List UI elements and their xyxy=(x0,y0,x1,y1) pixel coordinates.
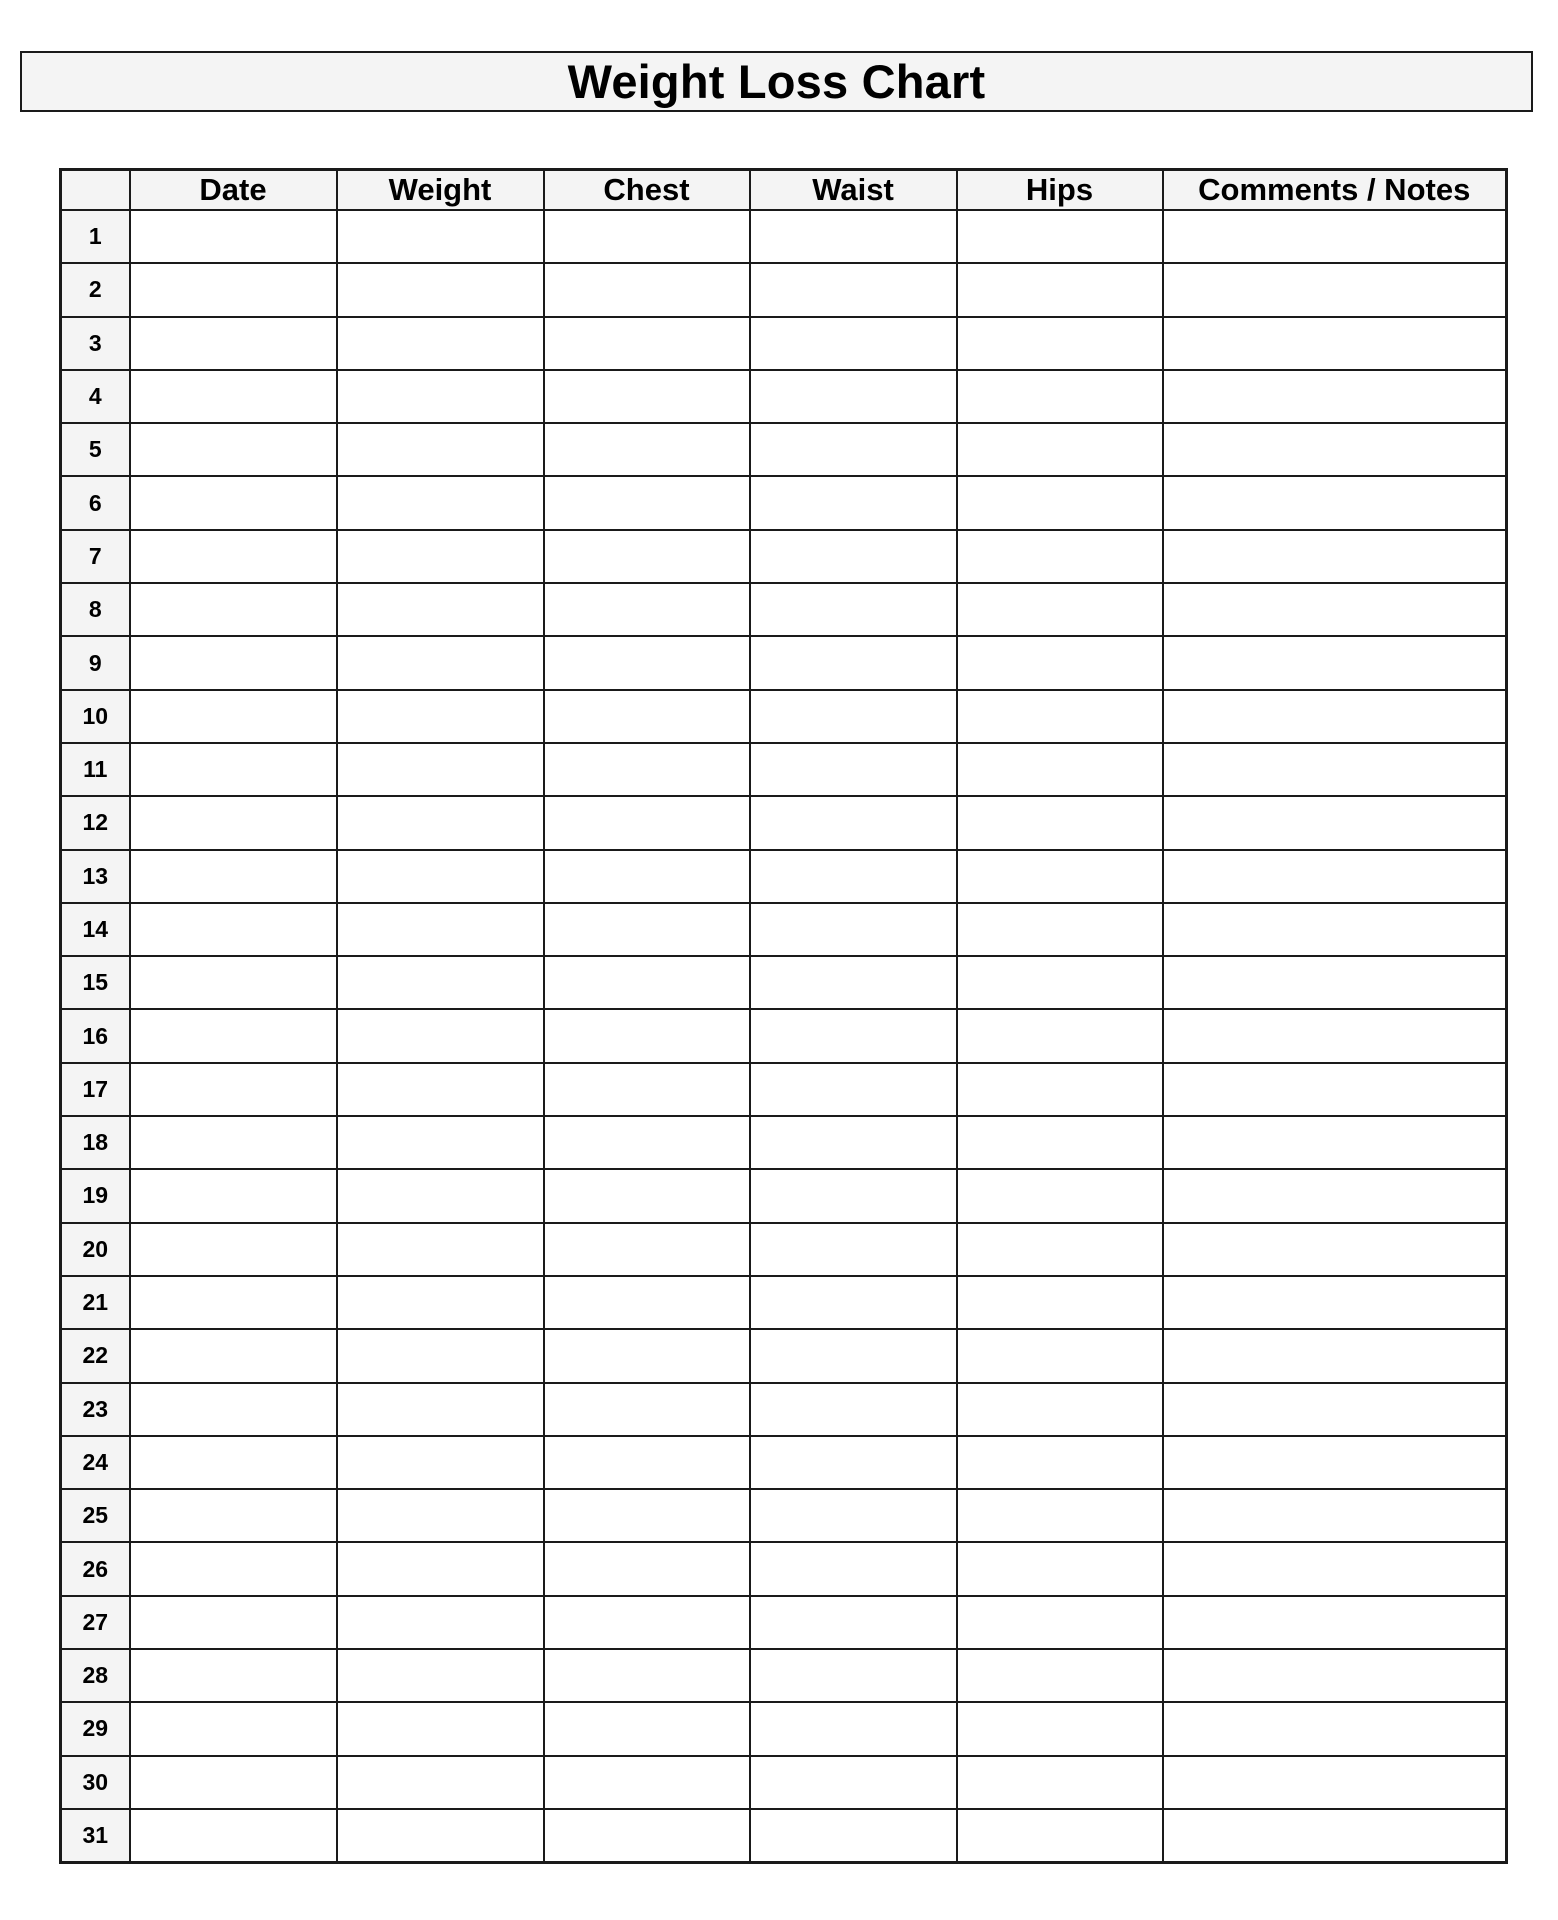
chest-cell[interactable] xyxy=(544,210,750,263)
waist-cell[interactable] xyxy=(750,317,957,370)
waist-cell[interactable] xyxy=(750,1809,957,1862)
weight-cell[interactable] xyxy=(337,1276,544,1329)
date-cell[interactable] xyxy=(130,1756,337,1809)
comments-notes-cell[interactable] xyxy=(1163,1063,1507,1116)
table-row xyxy=(61,796,1507,849)
waist-cell[interactable] xyxy=(750,370,957,423)
hips-cell[interactable] xyxy=(957,423,1163,476)
waist-cell[interactable] xyxy=(750,796,957,849)
date-cell[interactable] xyxy=(130,796,337,849)
chest-cell[interactable] xyxy=(544,850,750,903)
waist-cell[interactable] xyxy=(750,1542,957,1595)
row-number: 23 xyxy=(61,1383,130,1436)
waist-cell[interactable] xyxy=(750,903,957,956)
row-number: 10 xyxy=(61,690,130,743)
date-cell[interactable] xyxy=(130,1383,337,1436)
weight-cell[interactable] xyxy=(337,690,544,743)
table-row xyxy=(61,1542,1507,1595)
table-row xyxy=(61,903,1507,956)
table-row xyxy=(61,956,1507,1009)
chest-cell[interactable] xyxy=(544,1169,750,1222)
chest-cell[interactable] xyxy=(544,263,750,316)
weight-cell[interactable] xyxy=(337,1596,544,1649)
weight-cell[interactable] xyxy=(337,796,544,849)
chest-cell[interactable] xyxy=(544,1756,750,1809)
waist-cell[interactable] xyxy=(750,1329,957,1382)
chest-cell[interactable] xyxy=(544,476,750,529)
hips-cell[interactable] xyxy=(957,1329,1163,1382)
table-row xyxy=(61,1756,1507,1809)
table-row xyxy=(61,263,1507,316)
row-number: 2 xyxy=(61,263,130,316)
comments-notes-cell[interactable] xyxy=(1163,1009,1507,1062)
row-number: 20 xyxy=(61,1223,130,1276)
chest-cell[interactable] xyxy=(544,636,750,689)
chest-cell[interactable] xyxy=(544,530,750,583)
row-number: 18 xyxy=(61,1116,130,1169)
hips-cell[interactable] xyxy=(957,317,1163,370)
weight-cell[interactable] xyxy=(337,1489,544,1542)
comments-notes-cell[interactable] xyxy=(1163,636,1507,689)
chest-cell[interactable] xyxy=(544,690,750,743)
row-number: 31 xyxy=(61,1809,130,1862)
comments-notes-cell[interactable] xyxy=(1163,583,1507,636)
comments-notes-cell[interactable] xyxy=(1163,903,1507,956)
table-row xyxy=(61,530,1507,583)
chest-cell[interactable] xyxy=(544,317,750,370)
table-row xyxy=(61,370,1507,423)
row-number: 25 xyxy=(61,1489,130,1542)
date-cell[interactable] xyxy=(130,1329,337,1382)
weight-cell[interactable] xyxy=(337,903,544,956)
chest-cell[interactable] xyxy=(544,1702,750,1755)
weight-cell[interactable] xyxy=(337,1809,544,1862)
waist-cell[interactable] xyxy=(750,530,957,583)
hips-cell[interactable] xyxy=(957,1809,1163,1862)
weight-cell[interactable] xyxy=(337,850,544,903)
table-row xyxy=(61,423,1507,476)
waist-cell[interactable] xyxy=(750,1702,957,1755)
weight-cell[interactable] xyxy=(337,1063,544,1116)
table-body xyxy=(61,210,1507,1862)
weight-cell[interactable] xyxy=(337,210,544,263)
waist-cell[interactable] xyxy=(750,850,957,903)
header-waist: Waist xyxy=(750,170,957,211)
table-row xyxy=(61,1702,1507,1755)
table-row xyxy=(61,1489,1507,1542)
hips-cell[interactable] xyxy=(957,1542,1163,1595)
chest-cell[interactable] xyxy=(544,1649,750,1702)
table-row xyxy=(61,583,1507,636)
date-cell[interactable] xyxy=(130,1276,337,1329)
table-row xyxy=(61,1436,1507,1489)
waist-cell[interactable] xyxy=(750,1009,957,1062)
table-row xyxy=(61,690,1507,743)
chest-cell[interactable] xyxy=(544,956,750,1009)
row-number: 12 xyxy=(61,796,130,849)
table-row xyxy=(61,210,1507,263)
chest-cell[interactable] xyxy=(544,1276,750,1329)
date-cell[interactable] xyxy=(130,1649,337,1702)
waist-cell[interactable] xyxy=(750,956,957,1009)
hips-cell[interactable] xyxy=(957,636,1163,689)
comments-notes-cell[interactable] xyxy=(1163,1489,1507,1542)
header-date: Date xyxy=(130,170,337,211)
date-cell[interactable] xyxy=(130,476,337,529)
hips-cell[interactable] xyxy=(957,1063,1163,1116)
chest-cell[interactable] xyxy=(544,1542,750,1595)
table-row xyxy=(61,476,1507,529)
waist-cell[interactable] xyxy=(750,690,957,743)
table-row xyxy=(61,743,1507,796)
waist-cell[interactable] xyxy=(750,583,957,636)
comments-notes-cell[interactable] xyxy=(1163,850,1507,903)
hips-cell[interactable] xyxy=(957,1756,1163,1809)
comments-notes-cell[interactable] xyxy=(1163,956,1507,1009)
table-row xyxy=(61,1116,1507,1169)
hips-cell[interactable] xyxy=(957,1169,1163,1222)
comments-notes-cell[interactable] xyxy=(1163,1542,1507,1595)
weight-cell[interactable] xyxy=(337,1116,544,1169)
waist-cell[interactable] xyxy=(750,1596,957,1649)
row-number: 5 xyxy=(61,423,130,476)
header-chest: Chest xyxy=(544,170,750,211)
date-cell[interactable] xyxy=(130,210,337,263)
header-weight: Weight xyxy=(337,170,544,211)
date-cell[interactable] xyxy=(130,423,337,476)
chest-cell[interactable] xyxy=(544,1223,750,1276)
table-row xyxy=(61,850,1507,903)
row-number: 7 xyxy=(61,530,130,583)
weight-cell[interactable] xyxy=(337,1223,544,1276)
waist-cell[interactable] xyxy=(750,210,957,263)
chest-cell[interactable] xyxy=(544,583,750,636)
date-cell[interactable] xyxy=(130,1436,337,1489)
comments-notes-cell[interactable] xyxy=(1163,1116,1507,1169)
hips-cell[interactable] xyxy=(957,956,1163,1009)
waist-cell[interactable] xyxy=(750,1383,957,1436)
comments-notes-cell[interactable] xyxy=(1163,423,1507,476)
weight-cell[interactable] xyxy=(337,476,544,529)
comments-notes-cell[interactable] xyxy=(1163,1276,1507,1329)
waist-cell[interactable] xyxy=(750,743,957,796)
waist-cell[interactable] xyxy=(750,1223,957,1276)
comments-notes-cell[interactable] xyxy=(1163,1436,1507,1489)
table-row xyxy=(61,1809,1507,1862)
hips-cell[interactable] xyxy=(957,903,1163,956)
date-cell[interactable] xyxy=(130,370,337,423)
hips-cell[interactable] xyxy=(957,1009,1163,1062)
weight-cell[interactable] xyxy=(337,1169,544,1222)
comments-notes-cell[interactable] xyxy=(1163,1809,1507,1862)
hips-cell[interactable] xyxy=(957,370,1163,423)
comments-notes-cell[interactable] xyxy=(1163,690,1507,743)
row-number: 24 xyxy=(61,1436,130,1489)
hips-cell[interactable] xyxy=(957,1436,1163,1489)
title-box xyxy=(20,51,1533,112)
weight-cell[interactable] xyxy=(337,263,544,316)
row-number: 8 xyxy=(61,583,130,636)
row-number: 29 xyxy=(61,1702,130,1755)
weight-cell[interactable] xyxy=(337,317,544,370)
date-cell[interactable] xyxy=(130,263,337,316)
comments-notes-cell[interactable] xyxy=(1163,1223,1507,1276)
table-row xyxy=(61,1649,1507,1702)
weight-cell[interactable] xyxy=(337,743,544,796)
comments-notes-cell[interactable] xyxy=(1163,263,1507,316)
comments-notes-cell[interactable] xyxy=(1163,1169,1507,1222)
date-cell[interactable] xyxy=(130,530,337,583)
table-row xyxy=(61,1329,1507,1382)
weight-cell[interactable] xyxy=(337,583,544,636)
weight-cell[interactable] xyxy=(337,1649,544,1702)
waist-cell[interactable] xyxy=(750,1649,957,1702)
row-number: 13 xyxy=(61,850,130,903)
date-cell[interactable] xyxy=(130,583,337,636)
date-cell[interactable] xyxy=(130,1542,337,1595)
table-row xyxy=(61,1596,1507,1649)
header-hips: Hips xyxy=(957,170,1163,211)
chest-cell[interactable] xyxy=(544,1009,750,1062)
table-row xyxy=(61,636,1507,689)
hips-cell[interactable] xyxy=(957,583,1163,636)
waist-cell[interactable] xyxy=(750,1169,957,1222)
hips-cell[interactable] xyxy=(957,476,1163,529)
weight-cell[interactable] xyxy=(337,1756,544,1809)
row-number: 14 xyxy=(61,903,130,956)
waist-cell[interactable] xyxy=(750,636,957,689)
hips-cell[interactable] xyxy=(957,1223,1163,1276)
waist-cell[interactable] xyxy=(750,1489,957,1542)
weight-cell[interactable] xyxy=(337,1383,544,1436)
row-number: 1 xyxy=(61,210,130,263)
weight-cell[interactable] xyxy=(337,1436,544,1489)
chest-cell[interactable] xyxy=(544,1329,750,1382)
header-comments-notes: Comments / Notes xyxy=(1163,170,1507,211)
hips-cell[interactable] xyxy=(957,1489,1163,1542)
hips-cell[interactable] xyxy=(957,850,1163,903)
row-number: 16 xyxy=(61,1009,130,1062)
hips-cell[interactable] xyxy=(957,1116,1163,1169)
date-cell[interactable] xyxy=(130,1009,337,1062)
date-cell[interactable] xyxy=(130,956,337,1009)
table-row xyxy=(61,1276,1507,1329)
date-cell[interactable] xyxy=(130,1223,337,1276)
comments-notes-cell[interactable] xyxy=(1163,1596,1507,1649)
waist-cell[interactable] xyxy=(750,1063,957,1116)
row-number: 19 xyxy=(61,1169,130,1222)
date-cell[interactable] xyxy=(130,690,337,743)
comments-notes-cell[interactable] xyxy=(1163,370,1507,423)
weight-cell[interactable] xyxy=(337,956,544,1009)
hips-cell[interactable] xyxy=(957,743,1163,796)
waist-cell[interactable] xyxy=(750,476,957,529)
comments-notes-cell[interactable] xyxy=(1163,476,1507,529)
chest-cell[interactable] xyxy=(544,743,750,796)
date-cell[interactable] xyxy=(130,903,337,956)
waist-cell[interactable] xyxy=(750,1436,957,1489)
chest-cell[interactable] xyxy=(544,1436,750,1489)
table-row xyxy=(61,1009,1507,1062)
weight-cell[interactable] xyxy=(337,636,544,689)
comments-notes-cell[interactable] xyxy=(1163,210,1507,263)
table-row xyxy=(61,1169,1507,1222)
page-title: Weight Loss Chart xyxy=(567,55,986,108)
weight-cell[interactable] xyxy=(337,1542,544,1595)
comments-notes-cell[interactable] xyxy=(1163,1756,1507,1809)
hips-cell[interactable] xyxy=(957,796,1163,849)
waist-cell[interactable] xyxy=(750,263,957,316)
comments-notes-cell[interactable] xyxy=(1163,1329,1507,1382)
hips-cell[interactable] xyxy=(957,263,1163,316)
comments-notes-cell[interactable] xyxy=(1163,1383,1507,1436)
comments-notes-cell[interactable] xyxy=(1163,743,1507,796)
chest-cell[interactable] xyxy=(544,1063,750,1116)
weight-cell[interactable] xyxy=(337,1702,544,1755)
weight-cell[interactable] xyxy=(337,370,544,423)
hips-cell[interactable] xyxy=(957,530,1163,583)
date-cell[interactable] xyxy=(130,1489,337,1542)
date-cell[interactable] xyxy=(130,1116,337,1169)
date-cell[interactable] xyxy=(130,317,337,370)
waist-cell[interactable] xyxy=(750,1116,957,1169)
row-number: 3 xyxy=(61,317,130,370)
row-number: 11 xyxy=(61,743,130,796)
chest-cell[interactable] xyxy=(544,1596,750,1649)
chest-cell[interactable] xyxy=(544,423,750,476)
comments-notes-cell[interactable] xyxy=(1163,1649,1507,1702)
waist-cell[interactable] xyxy=(750,1276,957,1329)
hips-cell[interactable] xyxy=(957,1702,1163,1755)
chest-cell[interactable] xyxy=(544,1489,750,1542)
date-cell[interactable] xyxy=(130,636,337,689)
weight-log-table xyxy=(59,168,1508,1864)
chest-cell[interactable] xyxy=(544,1383,750,1436)
chest-cell[interactable] xyxy=(544,796,750,849)
row-number: 17 xyxy=(61,1063,130,1116)
weight-cell[interactable] xyxy=(337,1329,544,1382)
date-cell[interactable] xyxy=(130,1063,337,1116)
row-number: 27 xyxy=(61,1596,130,1649)
chest-cell[interactable] xyxy=(544,1809,750,1862)
table-row xyxy=(61,1383,1507,1436)
row-number: 26 xyxy=(61,1542,130,1595)
row-number: 6 xyxy=(61,476,130,529)
date-cell[interactable] xyxy=(130,850,337,903)
row-number: 22 xyxy=(61,1329,130,1382)
row-number: 30 xyxy=(61,1756,130,1809)
comments-notes-cell[interactable] xyxy=(1163,796,1507,849)
chest-cell[interactable] xyxy=(544,370,750,423)
date-cell[interactable] xyxy=(130,1702,337,1755)
date-cell[interactable] xyxy=(130,743,337,796)
table-row xyxy=(61,1223,1507,1276)
chest-cell[interactable] xyxy=(544,903,750,956)
comments-notes-cell[interactable] xyxy=(1163,530,1507,583)
header-row-number xyxy=(61,170,130,211)
row-number: 21 xyxy=(61,1276,130,1329)
table-row xyxy=(61,1063,1507,1116)
weight-cell[interactable] xyxy=(337,530,544,583)
row-number: 4 xyxy=(61,370,130,423)
weight-cell[interactable] xyxy=(337,1009,544,1062)
hips-cell[interactable] xyxy=(957,1649,1163,1702)
table-row xyxy=(61,317,1507,370)
row-number: 9 xyxy=(61,636,130,689)
hips-cell[interactable] xyxy=(957,210,1163,263)
date-cell[interactable] xyxy=(130,1596,337,1649)
chest-cell[interactable] xyxy=(544,1116,750,1169)
date-cell[interactable] xyxy=(130,1169,337,1222)
hips-cell[interactable] xyxy=(957,690,1163,743)
date-cell[interactable] xyxy=(130,1809,337,1862)
hips-cell[interactable] xyxy=(957,1596,1163,1649)
weight-cell[interactable] xyxy=(337,423,544,476)
row-number: 15 xyxy=(61,956,130,1009)
row-number: 28 xyxy=(61,1649,130,1702)
hips-cell[interactable] xyxy=(957,1276,1163,1329)
comments-notes-cell[interactable] xyxy=(1163,1702,1507,1755)
hips-cell[interactable] xyxy=(957,1383,1163,1436)
comments-notes-cell[interactable] xyxy=(1163,317,1507,370)
waist-cell[interactable] xyxy=(750,423,957,476)
waist-cell[interactable] xyxy=(750,1756,957,1809)
header-row xyxy=(61,170,1507,211)
